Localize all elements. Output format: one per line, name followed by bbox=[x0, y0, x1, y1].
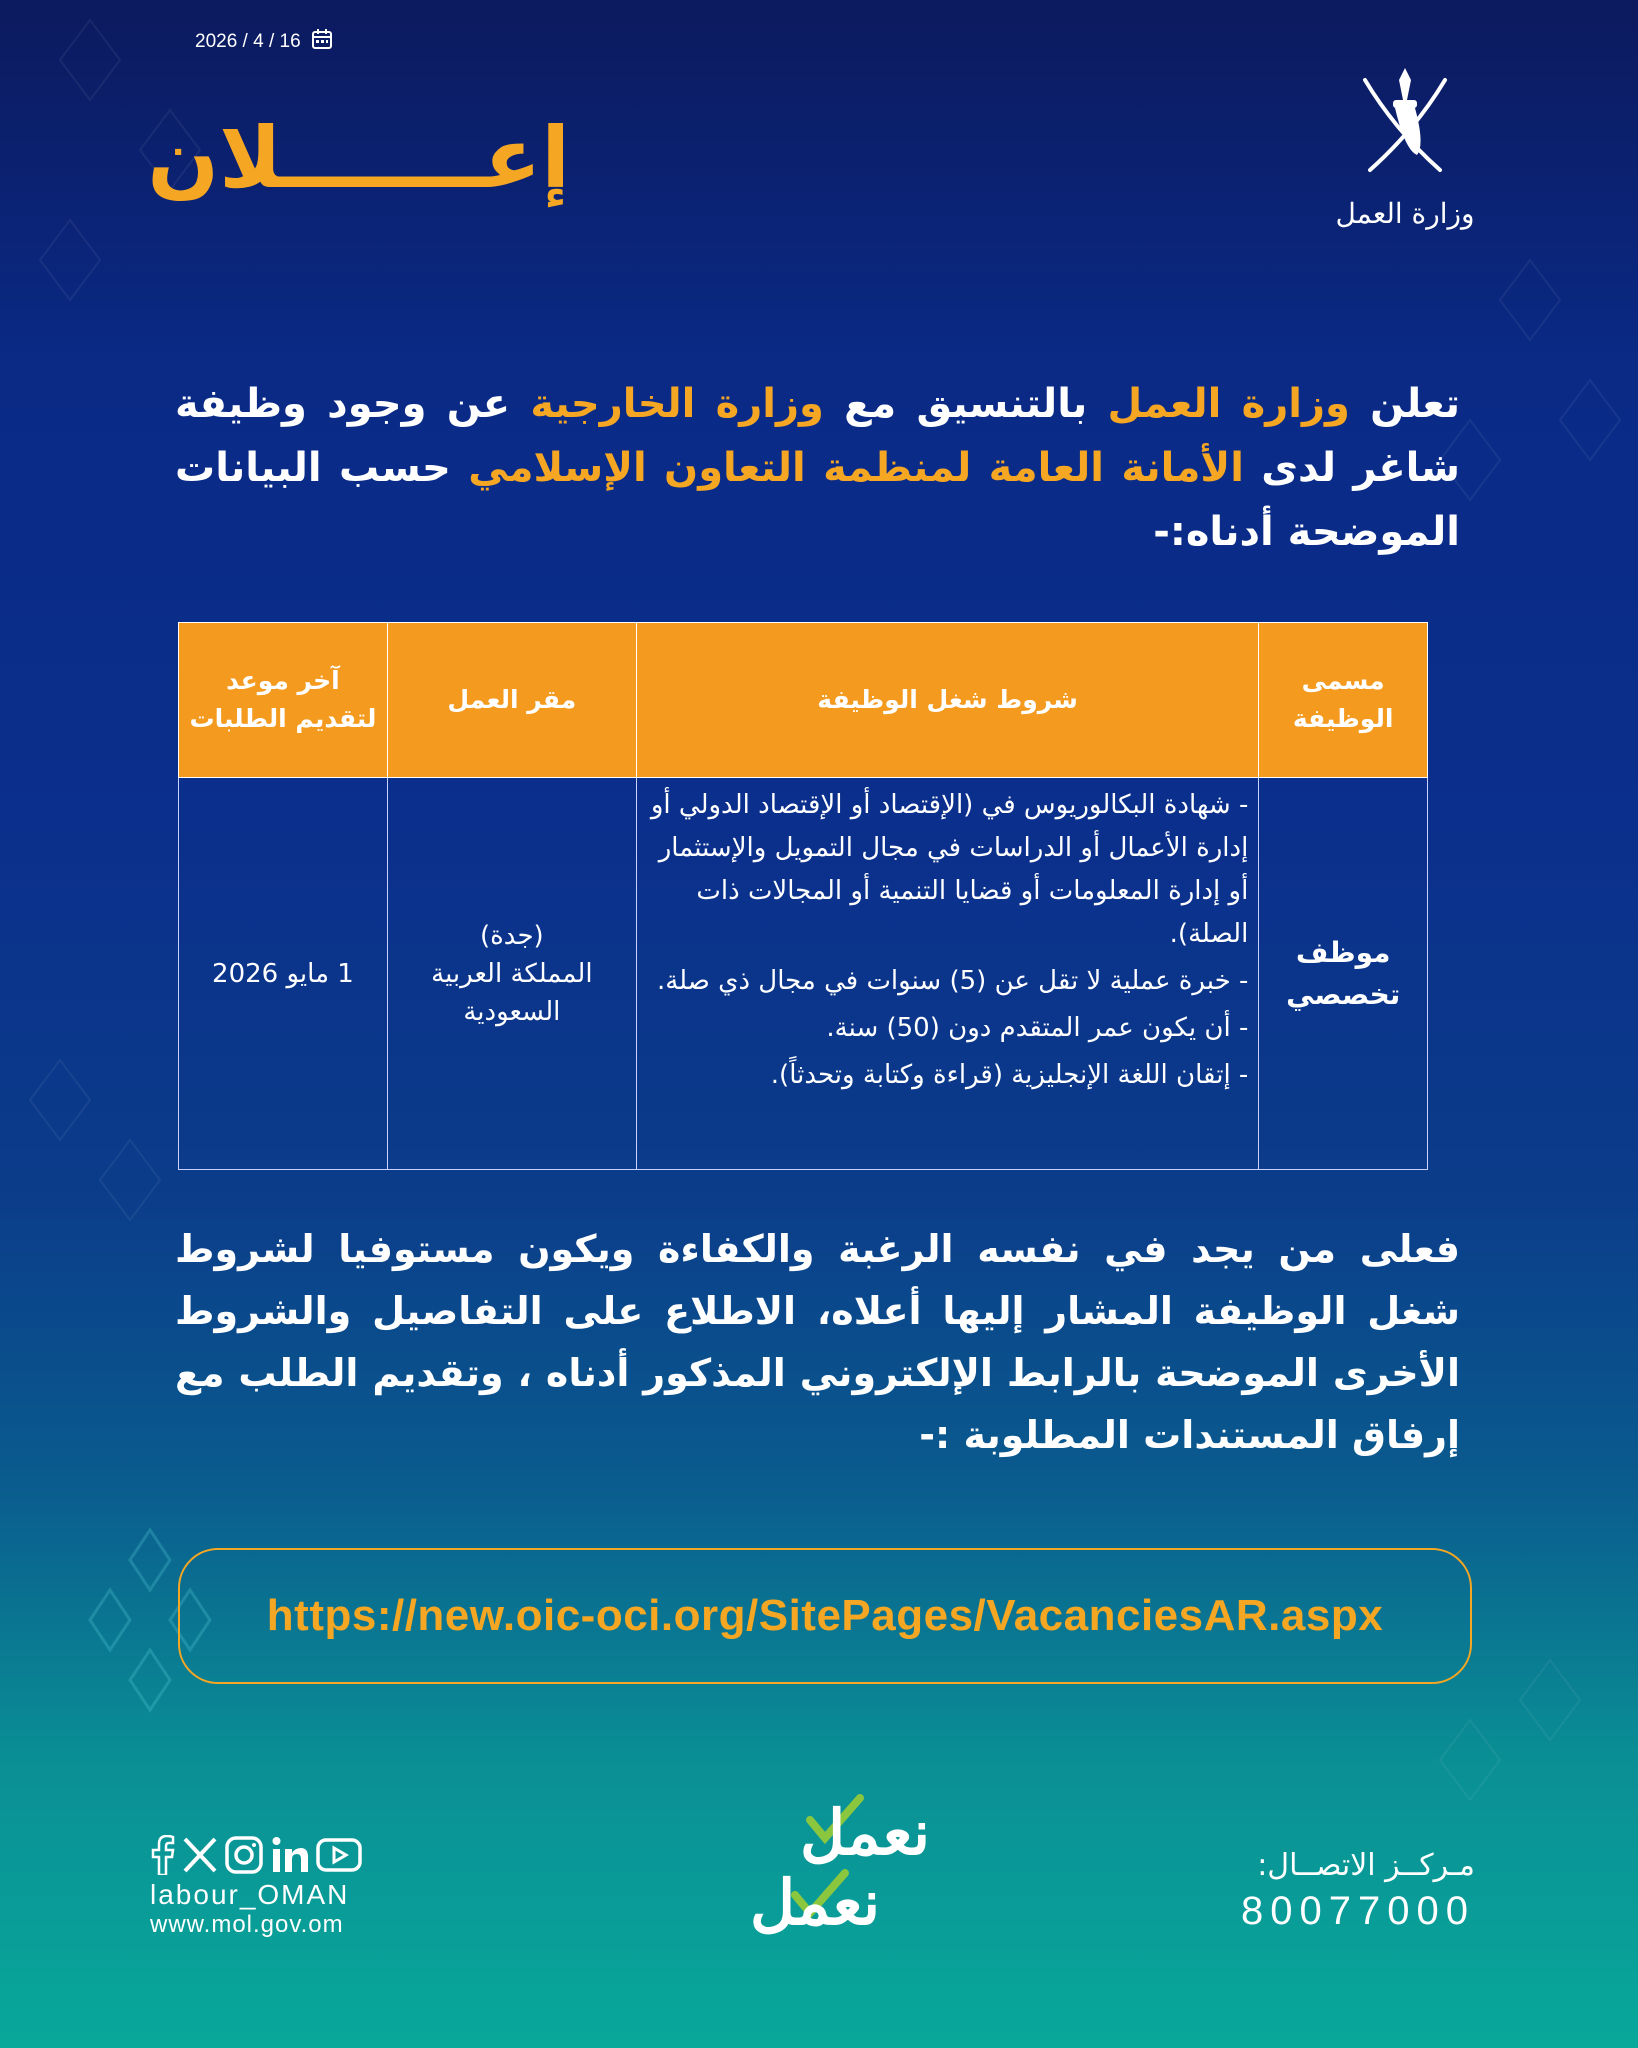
date-stamp bbox=[195, 28, 333, 56]
contact-center bbox=[1215, 1848, 1475, 1934]
header-deadline: آخر موعد لتقديم الطلبات bbox=[179, 623, 388, 778]
header-job-title: مسمى الوظيفة bbox=[1259, 623, 1428, 778]
contact-number[interactable]: 80077000 bbox=[1241, 1889, 1475, 1933]
contact-label: مـركــز الاتصــال: bbox=[1257, 1848, 1475, 1883]
intro-highlight-oic: الأمانة العامة لمنظمة التعاون الإسلامي bbox=[468, 445, 1244, 491]
application-link[interactable]: https://new.oic-oci.org/SitePages/VacanciesAR.aspx bbox=[266, 1591, 1384, 1640]
slogan-line-1: نعمل bbox=[800, 1796, 930, 1869]
table-row bbox=[179, 778, 1428, 1170]
condition-english: - إتقان اللغة الإنجليزية (قراءة وكتابة وتحدثاً). bbox=[770, 1060, 1249, 1090]
youtube-icon[interactable] bbox=[316, 1835, 362, 1875]
cell-deadline: 1 مايو 2026 bbox=[179, 778, 388, 1170]
cell-conditions bbox=[636, 778, 1258, 1170]
khanjar-emblem-icon bbox=[1345, 60, 1465, 180]
calendar-icon bbox=[311, 28, 333, 56]
social-icons bbox=[150, 1835, 400, 1875]
ministry-name: وزارة العمل bbox=[1335, 197, 1475, 230]
header-conditions: شروط شغل الوظيفة bbox=[636, 623, 1258, 778]
announcement-title bbox=[147, 108, 590, 218]
slogan-logo bbox=[700, 1790, 940, 1950]
condition-age: - أن يكون عمر المتقدم دون (50) سنة. bbox=[826, 1013, 1249, 1043]
social-handle: labour_OMAN bbox=[150, 1879, 350, 1910]
date-text: 2026 / 4 / 16 bbox=[195, 31, 301, 52]
facebook-icon[interactable] bbox=[150, 1835, 176, 1875]
intro-highlight-ministry: وزارة العمل bbox=[1107, 381, 1350, 427]
intro-text-1: تعلن bbox=[1349, 381, 1461, 427]
instagram-icon[interactable] bbox=[224, 1835, 264, 1875]
header-location: مقر العمل bbox=[387, 623, 636, 778]
intro-highlight-foreign-ministry: وزارة الخارجية bbox=[530, 381, 824, 427]
condition-degree: - شهادة البكالوريوس في (الإقتصاد أو الإقتصاد الدولي أو إدارة الأعمال أو الدراسات في مجال التمويل والإستثمار أو إدارة المعلومات أو قضايا التنمية أو المجالات ذات الصلة). bbox=[650, 790, 1249, 949]
condition-experience: - خبرة عملية لا تقل عن (5) سنوات في مجال ذي صلة. bbox=[656, 966, 1249, 996]
cell-job-title: موظف تخصصي bbox=[1259, 778, 1428, 1170]
intro-text-4: حسب البيانات الموضحة أدناه:- bbox=[175, 445, 1460, 555]
application-link-box[interactable] bbox=[178, 1548, 1472, 1684]
x-icon[interactable] bbox=[182, 1835, 218, 1875]
location-country: المملكة العربية السعودية bbox=[431, 958, 593, 1027]
linkedin-icon[interactable] bbox=[270, 1835, 310, 1875]
table-header-row bbox=[179, 623, 1428, 778]
website-link[interactable]: www.mol.gov.om bbox=[150, 1911, 344, 1938]
intro-text-2: بالتنسيق مع bbox=[823, 381, 1108, 427]
social-block bbox=[150, 1835, 400, 1939]
vacancy-table bbox=[178, 622, 1428, 1170]
title-text: إعـــــــلان bbox=[147, 109, 570, 207]
outro-paragraph: فعلى من يجد في نفسه الرغبة والكفاءة ويكون مستوفيا لشروط شغل الوظيفة المشار إليها أعلاه، الاطلاع على التفاصيل والشروط الأخرى الموضحة بالرابط الإلكتروني المذكور أدناه ، وتقديم الطلب مع إرفاق المستندات المطلوبة :- bbox=[175, 1227, 1460, 1457]
location-city: (جدة) bbox=[480, 920, 544, 951]
intro-text-3: عن وجود وظيفة شاغر لدى bbox=[175, 381, 1460, 491]
slogan-line-2: نعمل bbox=[750, 1866, 880, 1939]
intro-paragraph bbox=[175, 372, 1460, 564]
cell-location bbox=[387, 778, 636, 1170]
ministry-logo bbox=[1330, 60, 1480, 230]
